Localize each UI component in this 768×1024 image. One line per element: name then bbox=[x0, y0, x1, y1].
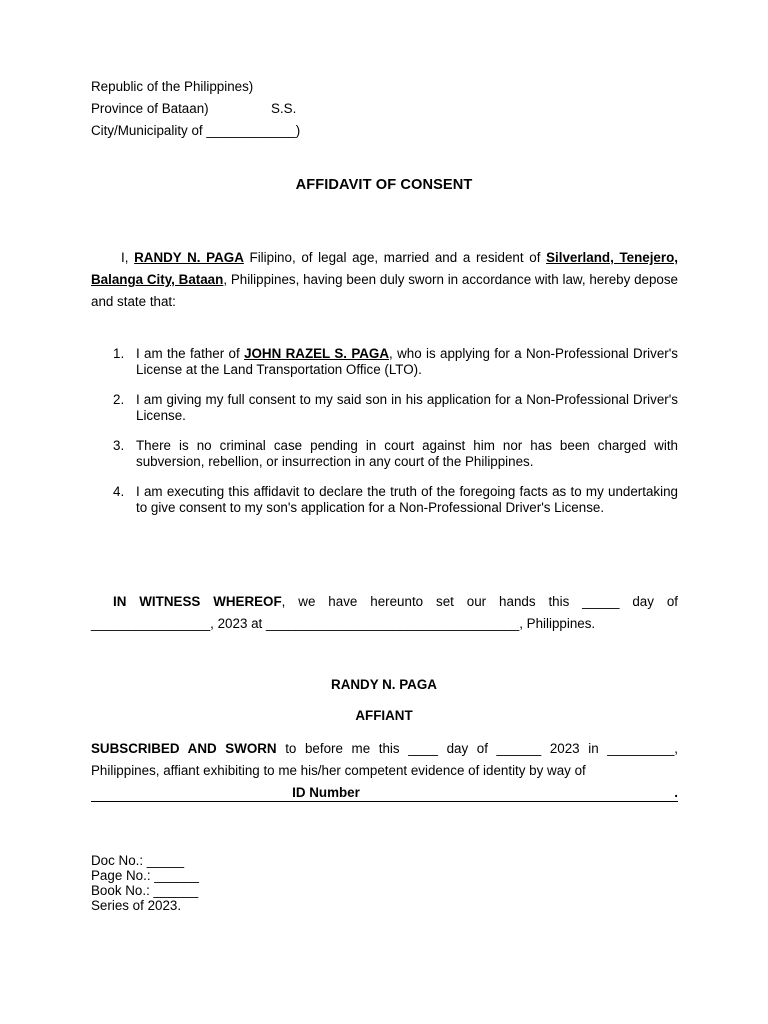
caption-city: City/Municipality of ____________) bbox=[91, 123, 301, 138]
resident-address: Silverland, Tenejero, Balanga City, Bataan bbox=[91, 250, 678, 287]
book-no: Book No.: ______ bbox=[91, 883, 199, 898]
intro-i: I, bbox=[121, 250, 135, 265]
list-number: 4. bbox=[113, 484, 125, 499]
list-item bbox=[91, 346, 678, 377]
affiant-signature-name: RANDY N. PAGA bbox=[331, 677, 437, 692]
item-text: I am giving my full consent to my said son in his application for a Non-Professional Driver's License. bbox=[136, 392, 678, 423]
witness-text: , we have hereunto set our hands this _____ day of ________________, 2023 at __________________________________, Philippines. bbox=[91, 594, 678, 631]
list-number: 1. bbox=[113, 346, 125, 361]
list-item bbox=[91, 392, 678, 423]
caption-ss: S.S. bbox=[271, 101, 297, 116]
statement-list bbox=[91, 346, 678, 530]
notarial-register bbox=[91, 853, 199, 913]
jurat-text: to before me this ____ day of ______ 2023 in _________, Philippines, affiant exhibiting to me his/her competent evidence of identity by way of bbox=[91, 741, 678, 778]
id-number-line bbox=[91, 784, 678, 802]
intro-after-name: Filipino, of legal age, married and a resident of bbox=[243, 250, 547, 265]
doc-no: Doc No.: _____ bbox=[91, 853, 185, 868]
son-name: JOHN RAZEL S. PAGA bbox=[244, 346, 390, 361]
list-number: 3. bbox=[113, 438, 125, 453]
intro-rest: , Philippines, having been duly sworn in accordance with law, hereby depose and state that: bbox=[91, 272, 678, 309]
intro-paragraph bbox=[91, 247, 678, 313]
list-item bbox=[91, 484, 678, 515]
document-title: AFFIDAVIT OF CONSENT bbox=[295, 177, 473, 193]
id-number-label: ID Number bbox=[292, 785, 360, 800]
list-number: 2. bbox=[113, 392, 125, 407]
item-text-after: , who is applying for a Non-Professional Driver's License at the Land Transportation Office (LTO). bbox=[136, 346, 679, 377]
witness-heading: IN WITNESS WHEREOF bbox=[113, 594, 282, 609]
jurat-paragraph bbox=[91, 738, 678, 782]
affiant-name-inline: RANDY N. PAGA bbox=[134, 250, 244, 265]
item-text-before: I am the father of bbox=[136, 346, 245, 361]
jurat-heading: SUBSCRIBED AND SWORN bbox=[91, 741, 277, 756]
id-line-period: . bbox=[674, 785, 678, 800]
caption-province: Province of Bataan) bbox=[91, 101, 209, 116]
witness-paragraph bbox=[91, 591, 678, 635]
caption-republic: Republic of the Philippines) bbox=[91, 79, 254, 94]
affiant-label: AFFIANT bbox=[355, 708, 413, 723]
page-no: Page No.: ______ bbox=[91, 868, 199, 883]
item-text: There is no criminal case pending in court against him nor has been charged with subversion, rebellion, or insurrection in any court of the Philippines. bbox=[136, 438, 678, 469]
list-item bbox=[91, 438, 678, 469]
item-text: I am executing this affidavit to declare the truth of the foregoing facts as to my undertaking to give consent to my son's application for a Non-Professional Driver's License. bbox=[136, 484, 678, 515]
series: Series of 2023. bbox=[91, 898, 182, 913]
